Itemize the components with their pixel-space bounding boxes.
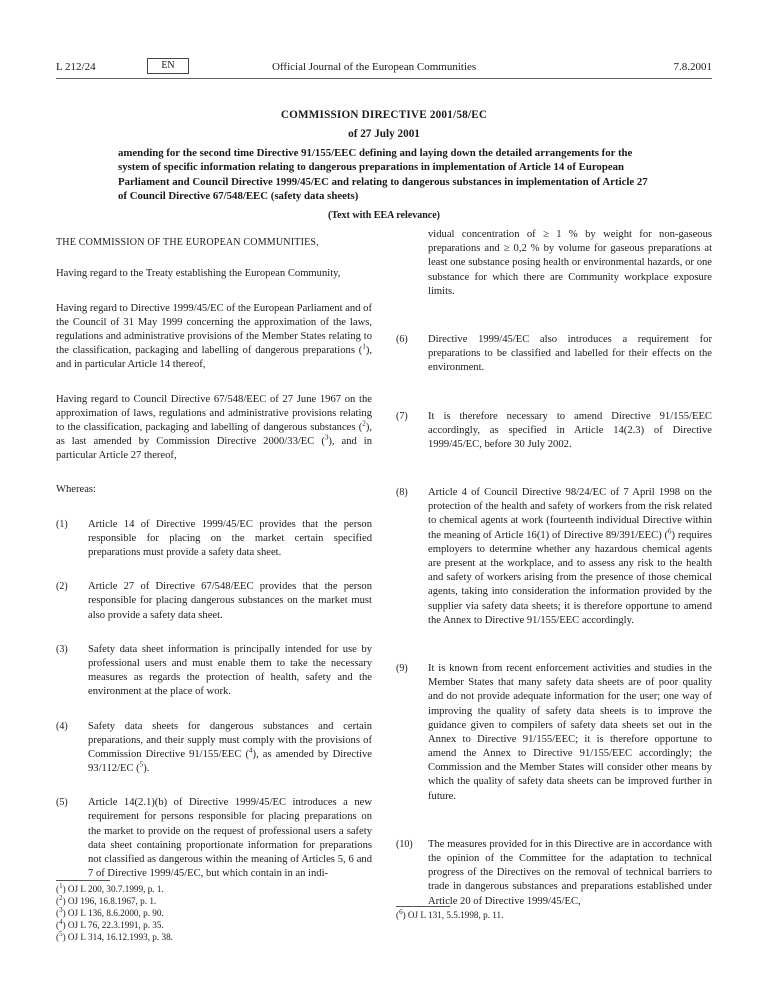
recital-item: [56, 720, 372, 777]
recital-text: Directive 1999/45/EC also introduces a requirement for preparations to be classified and labelled for their effects on the environment.: [428, 333, 712, 374]
recital-text: The measures provided for in this Directive are in accordance with the opinion of the Committee for the adaptation to technical progress of the Directives on the removal of technical barriers to trade in dangerous substances and preparations established under Article 20 of Directive 1999/45/EC,: [428, 838, 712, 907]
left-column: [56, 236, 372, 881]
recital-item: [56, 643, 372, 700]
footnote-ref: 1: [362, 342, 366, 351]
footnote-ref: 4: [59, 917, 63, 926]
language-badge: EN: [147, 58, 189, 74]
footnote-ref: 5: [139, 760, 144, 769]
recital-text: It is known from recent enforcement activities and studies in the Member States that many safety data sheets are of poor quality and do not provide adequate information for the user; one way of improving the quality of safety data sheets is to improve the guidance given to compilers of safety data sheets set out in the Annex to Directive 91/155/EEC; it is therefore opportune to amend the Annex to Directive 91/155/EEC accordingly; the Commission and the Member States will consider other means by which the quality of safety data sheets can be improved further in future.: [428, 662, 712, 802]
text-segment: ), and in particular Article 27 thereof,: [56, 436, 372, 462]
footnote-divider: [396, 906, 450, 907]
text-segment: Safety data sheets for dangerous substances and certain preparations, and their supply must comply with the provisions of Commission Directive 91/155/EEC (: [88, 720, 372, 760]
footnote-text: OJ L 76, 22.3.1991, p. 35.: [67, 919, 164, 930]
recital-number: (8): [396, 487, 408, 499]
recital-number: (1): [56, 518, 68, 530]
footnote: ($^4$) OJ L 76, 22.3.1991, p. 35.: [56, 917, 164, 930]
footnote-text: OJ L 200, 30.7.1999, p. 1.: [67, 884, 164, 894]
text-segment: Having regard to Directive 1999/45/EC of the European Parliament and of the Council of 31 May 1999 concerning the approximation of the laws, regulations and administrative provisions of the Member States relating to the classification, packaging and labelling of dangerous preparations (: [56, 302, 372, 357]
footnote-text: OJ L 131, 5.5.1998, p. 11.: [407, 910, 504, 920]
recital-number: (10): [396, 838, 413, 850]
footnote-text: OJ L 314, 16.12.1993, p. 38.: [67, 931, 173, 942]
journal-title: Official Journal of the European Communities: [272, 61, 477, 73]
commission-heading: THE COMMISSION OF THE EUROPEAN COMMUNITIES,: [56, 237, 319, 248]
text-segment: ).: [143, 763, 150, 775]
recital-number: (7): [396, 410, 408, 422]
footnote-ref: 6: [399, 907, 403, 916]
footnotes-right: [396, 907, 504, 922]
directive-number: COMMISSION DIRECTIVE 2001/58/EC: [280, 109, 488, 121]
footnote: ($^5$) OJ L 314, 16.12.1993, p. 38.: [56, 929, 173, 942]
text-segment: ), and in particular Article 14 thereof,: [56, 345, 372, 371]
page-reference: L 212/24: [56, 61, 96, 73]
recital-text: Article 14 of Directive 1999/45/EC provides that the person responsible for placing on the market certain specified preparations must provide a safety data sheet.: [88, 518, 372, 559]
recital-directive-67-548: [56, 393, 372, 464]
footnote-text: OJ 196, 16.8.1967, p. 1.: [67, 895, 157, 906]
recital-number: (4): [56, 720, 68, 732]
footnote-ref: 1: [59, 881, 63, 890]
right-column: [396, 229, 712, 909]
eea-relevance: (Text with EEA relevance): [328, 210, 440, 221]
directive-date: of 27 July 2001: [348, 128, 420, 140]
text-segment: ), as amended by Directive 93/112/EC (: [88, 748, 372, 775]
footnote-ref: 6: [668, 527, 672, 536]
recital-item: [56, 796, 372, 881]
publication-date: 7.8.2001: [673, 61, 712, 73]
text-segment: Article 4 of Council Directive 98/24/EC of 7 April 1998 on the protection of the health and safety of workers from the risk related to chemical agents at work (fourteenth individual Directive within the meaning of Article 16(1) of Directive 89/391/EEC) (: [428, 487, 712, 541]
recital-item: [56, 580, 372, 623]
recital-item: [396, 662, 712, 804]
recital-directive-1999-45: [56, 302, 372, 373]
recital-number: (3): [56, 643, 68, 655]
recital-item: [396, 410, 712, 453]
footnote: ($^2$) OJ 196, 16.8.1967, p. 1.: [56, 893, 157, 906]
directive-subject: amending for the second time Directive 91/155/EEC defining and laying down the detailed arrangements for the system of specific information relating to dangerous preparations in implementation of Article 14 of European Parliament and Council Directive 1999/45/EC and relating to dangerous substances in implementation of Article 27 of Council Directive 67/548/EEC (safety data sheets): [118, 147, 648, 202]
recital-text: vidual concentration of ≥ 1 % by weight for non-gaseous preparations and ≥ 0,2 % by volume for gaseous preparations at least one substance posing health or environmental hazards, or one substance for which there are Community workplace exposure limits.: [428, 229, 712, 297]
footnote-ref: 5: [59, 929, 63, 938]
recital-item: [396, 838, 712, 909]
footnote: ($^6$) OJ L 131, 5.5.1998, p. 11.: [396, 907, 504, 920]
recital-text: Safety data sheet information is principally intended for use by professional users and must enable them to take the necessary measures as regards the protection of health, safety and the environment at the place of work.: [88, 643, 372, 698]
text-segment: Having regard to Council Directive 67/548/EEC of 27 June 1967 on the approximation of laws, regulations and administrative provisions relating to the classification, packaging and labelling of dangerous substances (: [56, 393, 372, 433]
footnotes-left: [56, 881, 173, 944]
recital-continuation: [396, 228, 712, 299]
recital-text: Article 14(2.1)(b) of Directive 1999/45/EC introduces a new requirement for persons responsible for placing preparations on the market to provide on the request of professional users a safety data sheet containing proportionate information for preparations not classified as dangerous within the meaning of Articles 5, 6 and 7 of Directive 1999/45/EC, but which contain in an indi-: [88, 797, 372, 880]
recital-item: [396, 486, 712, 628]
recital-treaty: Having regard to the Treaty establishing the European Community,: [56, 268, 341, 280]
footnote: ($^3$) OJ L 136, 8.6.2000, p. 90.: [56, 905, 164, 918]
recital-number: (9): [396, 662, 408, 674]
footnote-ref: 2: [362, 419, 366, 428]
recital-number: (5): [56, 797, 68, 809]
text-segment: ), as last amended by Commission Directive 2000/33/EC (: [56, 421, 372, 448]
footnote-text: OJ L 136, 8.6.2000, p. 90.: [67, 907, 164, 918]
footnote-ref: 2: [59, 893, 63, 902]
header-divider: [56, 78, 712, 79]
text-segment: ) requires employers to determine whether any hazardous chemical agents are present at the workplace, and to assess any risk to the health and safety of workers arising from the presence of those chemical agents, taking into consideration the information provided by the supplier via safety data sheets; it is therefore opportune to amend the Annex to Directive 91/155/EEC accordingly.: [428, 529, 712, 626]
footnote-divider: [56, 880, 110, 881]
directive-title-block: [118, 108, 650, 222]
recital-item: [396, 333, 712, 376]
recital-text: It is therefore necessary to amend Directive 91/155/EEC accordingly, as specified in Article 14(2.3) of Directive 1999/45/EC, before 30 July 2002.: [428, 410, 712, 450]
footnote-ref: 3: [324, 433, 329, 442]
recital-text: Article 27 of Directive 67/548/EEC provides that the person responsible for placing dangerous substances on the market must also provide a safety data sheet.: [88, 581, 372, 621]
recital-number: (2): [56, 581, 68, 593]
whereas-heading: Whereas:: [56, 484, 96, 496]
footnote-ref: 3: [59, 905, 63, 914]
footnote: ($^1$) OJ L 200, 30.7.1999, p. 1.: [56, 881, 164, 894]
footnote-ref: 4: [249, 746, 253, 755]
recital-item: [56, 518, 372, 561]
recital-number: (6): [396, 333, 408, 345]
